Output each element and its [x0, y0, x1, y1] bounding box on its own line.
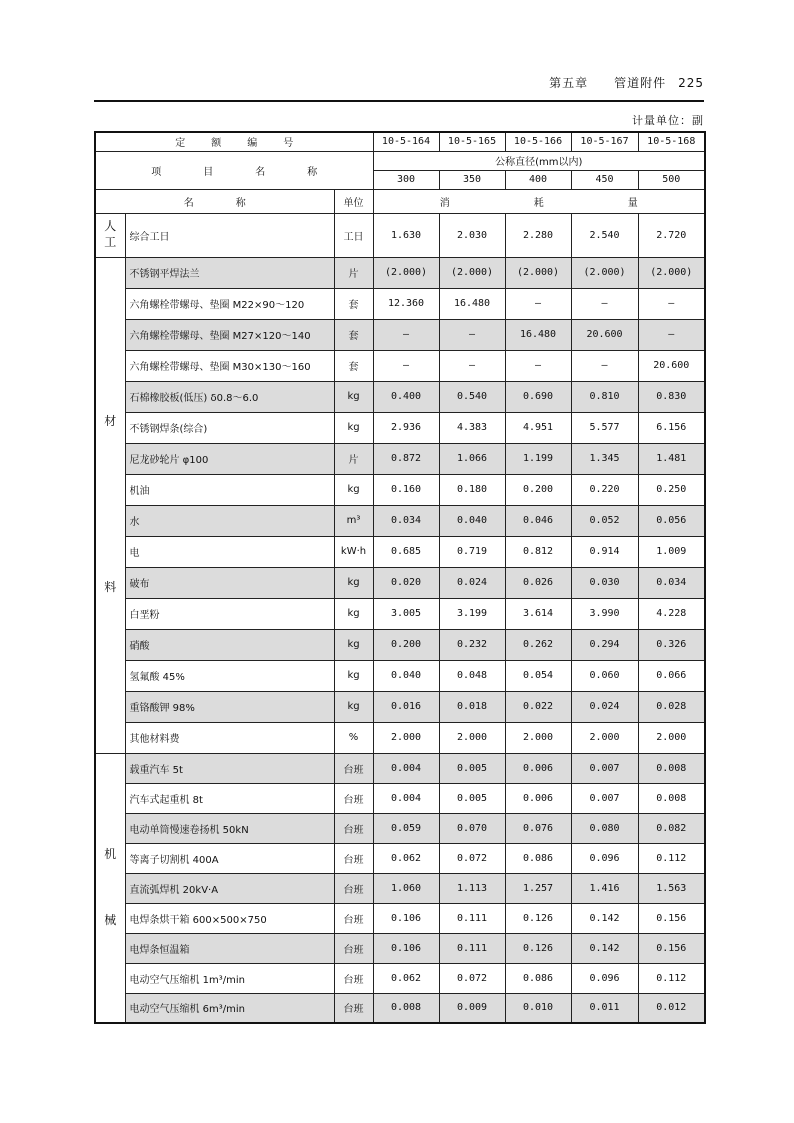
quantity-value: 2.000	[638, 722, 705, 753]
quantity-value: —	[373, 350, 439, 381]
quantity-value: 0.060	[571, 660, 638, 691]
item-name: 机油	[125, 474, 334, 505]
table-row	[95, 443, 705, 474]
item-name: 其他材料费	[125, 722, 334, 753]
quantity-value: 0.142	[571, 903, 638, 933]
quantity-value: 0.690	[505, 381, 571, 412]
quantity-value: 0.076	[505, 813, 571, 843]
item-name: 六角螺栓带螺母、垫圈 M30×130～160	[125, 350, 334, 381]
quantity-value: 0.326	[638, 629, 705, 660]
quantity-value: 0.046	[505, 505, 571, 536]
quota-number-row	[95, 132, 705, 151]
quota-number: 10-5-167	[571, 132, 638, 151]
quantity-value: 0.812	[505, 536, 571, 567]
quantity-value: 0.106	[373, 903, 439, 933]
quantity-value: 0.005	[439, 783, 505, 813]
quantity-value: 0.011	[571, 993, 638, 1023]
table-row	[95, 903, 705, 933]
item-name: 石棉橡胶板(低压) δ0.8～6.0	[125, 381, 334, 412]
quantity-value: 0.004	[373, 783, 439, 813]
quantity-value: 0.872	[373, 443, 439, 474]
item-unit: kg	[334, 629, 373, 660]
quantity-value: 3.614	[505, 598, 571, 629]
quantity-value: 2.000	[571, 722, 638, 753]
quantity-value: 0.719	[439, 536, 505, 567]
item-name: 白垩粉	[125, 598, 334, 629]
quota-table	[94, 131, 706, 1024]
quantity-value: 0.024	[439, 567, 505, 598]
quantity-value: 0.220	[571, 474, 638, 505]
name-column-header: 名 称	[95, 189, 334, 213]
quantity-value: 4.228	[638, 598, 705, 629]
item-name: 等离子切割机 400A	[125, 843, 334, 873]
quantity-value: —	[439, 350, 505, 381]
diameter-value: 300	[373, 170, 439, 189]
quantity-value: 0.009	[439, 993, 505, 1023]
table-row	[95, 813, 705, 843]
column-header-row	[95, 189, 705, 213]
quantity-value: 0.126	[505, 933, 571, 963]
quantity-value: 0.072	[439, 963, 505, 993]
quantity-value: 0.072	[439, 843, 505, 873]
table-row	[95, 660, 705, 691]
quantity-value: 0.112	[638, 843, 705, 873]
consumption-header: 消 耗 量	[373, 189, 705, 213]
quantity-value: 0.008	[638, 783, 705, 813]
item-name: 载重汽车 5t	[125, 753, 334, 783]
chapter-label: 第五章	[549, 76, 589, 90]
quantity-value: 0.830	[638, 381, 705, 412]
quantity-value: —	[439, 319, 505, 350]
quantity-value: 12.360	[373, 288, 439, 319]
quantity-value: 0.111	[439, 903, 505, 933]
quantity-value: 0.262	[505, 629, 571, 660]
quantity-value: 0.048	[439, 660, 505, 691]
quantity-value: 0.066	[638, 660, 705, 691]
quantity-value: 0.026	[505, 567, 571, 598]
quantity-value: 0.111	[439, 933, 505, 963]
item-unit: kW·h	[334, 536, 373, 567]
table-row	[95, 412, 705, 443]
quantity-value: (2.000)	[439, 257, 505, 288]
quantity-value: 16.480	[505, 319, 571, 350]
table-row	[95, 567, 705, 598]
table-row	[95, 536, 705, 567]
quantity-value: 0.400	[373, 381, 439, 412]
table-row	[95, 722, 705, 753]
quantity-value: 0.007	[571, 753, 638, 783]
category-labor: 人 工	[95, 213, 125, 257]
item-unit: 片	[334, 257, 373, 288]
quantity-value: 2.030	[439, 213, 505, 257]
quota-number-label: 定 额 编 号	[95, 132, 373, 151]
quantity-value: 0.059	[373, 813, 439, 843]
item-name-label: 项 目 名 称	[95, 151, 373, 189]
quantity-value: 0.096	[571, 843, 638, 873]
quantity-value: 0.010	[505, 993, 571, 1023]
quantity-value: 0.156	[638, 903, 705, 933]
quantity-value: 0.096	[571, 963, 638, 993]
quantity-value: 0.008	[638, 753, 705, 783]
quantity-value: 1.481	[638, 443, 705, 474]
quantity-value: 0.294	[571, 629, 638, 660]
quantity-value: 3.990	[571, 598, 638, 629]
page-header	[94, 74, 704, 96]
unit-column-header: 单位	[334, 189, 373, 213]
quantity-value: —	[638, 288, 705, 319]
table-row	[95, 993, 705, 1023]
quantity-value: 0.054	[505, 660, 571, 691]
item-name: 不锈钢焊条(综合)	[125, 412, 334, 443]
quantity-value: 0.020	[373, 567, 439, 598]
quantity-value: 0.040	[439, 505, 505, 536]
item-unit: kg	[334, 381, 373, 412]
item-name: 破布	[125, 567, 334, 598]
quantity-value: 0.180	[439, 474, 505, 505]
item-name: 电动空气压缩机 1m³/min	[125, 963, 334, 993]
quantity-value: 2.540	[571, 213, 638, 257]
quantity-value: 2.936	[373, 412, 439, 443]
quantity-value: 0.106	[373, 933, 439, 963]
item-unit: 台班	[334, 813, 373, 843]
quantity-value: 4.951	[505, 412, 571, 443]
category-machine: 机 械	[95, 753, 125, 1023]
quantity-value: —	[571, 288, 638, 319]
quantity-value: 1.066	[439, 443, 505, 474]
quantity-value: 1.060	[373, 873, 439, 903]
quantity-value: 16.480	[439, 288, 505, 319]
quantity-value: 0.052	[571, 505, 638, 536]
quantity-value: (2.000)	[638, 257, 705, 288]
item-unit: 台班	[334, 993, 373, 1023]
table-row	[95, 474, 705, 505]
item-unit: 台班	[334, 963, 373, 993]
quantity-value: 0.018	[439, 691, 505, 722]
item-unit: 台班	[334, 933, 373, 963]
quantity-value: 0.034	[373, 505, 439, 536]
quantity-value: 2.280	[505, 213, 571, 257]
table-row	[95, 319, 705, 350]
section-label: 管道附件	[614, 76, 667, 90]
item-unit: %	[334, 722, 373, 753]
quantity-value: 0.062	[373, 843, 439, 873]
table-row	[95, 257, 705, 288]
quantity-value: —	[373, 319, 439, 350]
table-row	[95, 213, 705, 257]
item-name: 不锈钢平焊法兰	[125, 257, 334, 288]
quantity-value: 0.142	[571, 933, 638, 963]
quantity-value: 0.016	[373, 691, 439, 722]
quantity-value: 0.160	[373, 474, 439, 505]
quantity-value: 20.600	[638, 350, 705, 381]
quantity-value: 0.232	[439, 629, 505, 660]
quantity-value: 0.086	[505, 843, 571, 873]
quantity-value: 0.007	[571, 783, 638, 813]
item-name: 六角螺栓带螺母、垫圈 M22×90～120	[125, 288, 334, 319]
item-name: 六角螺栓带螺母、垫圈 M27×120～140	[125, 319, 334, 350]
quantity-value: 0.022	[505, 691, 571, 722]
quantity-value: —	[638, 319, 705, 350]
quantity-value: 1.199	[505, 443, 571, 474]
quantity-value: 0.030	[571, 567, 638, 598]
table-row	[95, 753, 705, 783]
item-name: 汽车式起重机 8t	[125, 783, 334, 813]
quantity-value: —	[505, 288, 571, 319]
quantity-value: 0.062	[373, 963, 439, 993]
item-unit: 台班	[334, 873, 373, 903]
quantity-value: 0.156	[638, 933, 705, 963]
quantity-value: 0.082	[638, 813, 705, 843]
quantity-value: 0.034	[638, 567, 705, 598]
item-name: 电动空气压缩机 6m³/min	[125, 993, 334, 1023]
quantity-value: 0.250	[638, 474, 705, 505]
quantity-value: —	[571, 350, 638, 381]
quantity-value: 6.156	[638, 412, 705, 443]
page-number: 225	[678, 76, 704, 90]
item-unit: 套	[334, 319, 373, 350]
quantity-value: (2.000)	[571, 257, 638, 288]
quantity-value: 1.563	[638, 873, 705, 903]
diameter-value: 450	[571, 170, 638, 189]
table-row	[95, 843, 705, 873]
quantity-value: —	[505, 350, 571, 381]
quantity-value: 0.040	[373, 660, 439, 691]
table-row	[95, 629, 705, 660]
item-unit: 片	[334, 443, 373, 474]
table-row	[95, 963, 705, 993]
quantity-value: 3.005	[373, 598, 439, 629]
quantity-value: 2.720	[638, 213, 705, 257]
quantity-value: 3.199	[439, 598, 505, 629]
unit-note: 计量单位：副	[632, 114, 704, 127]
quantity-value: 0.200	[373, 629, 439, 660]
item-name: 电焊条烘干箱 600×500×750	[125, 903, 334, 933]
diameter-value: 400	[505, 170, 571, 189]
nominal-diameter-label: 公称直径(mm以内)	[373, 151, 705, 170]
quantity-value: 0.028	[638, 691, 705, 722]
item-unit: kg	[334, 567, 373, 598]
diameter-value: 350	[439, 170, 505, 189]
table-row	[95, 350, 705, 381]
quantity-value: 0.012	[638, 993, 705, 1023]
quantity-value: 1.113	[439, 873, 505, 903]
quantity-value: 1.257	[505, 873, 571, 903]
table-row	[95, 873, 705, 903]
item-name: 电	[125, 536, 334, 567]
quantity-value: 4.383	[439, 412, 505, 443]
quantity-value: 0.056	[638, 505, 705, 536]
table-row	[95, 933, 705, 963]
item-name: 重铬酸钾 98%	[125, 691, 334, 722]
quantity-value: 0.008	[373, 993, 439, 1023]
item-name: 综合工日	[125, 213, 334, 257]
item-unit: 台班	[334, 783, 373, 813]
quantity-value: 2.000	[505, 722, 571, 753]
quantity-value: (2.000)	[505, 257, 571, 288]
table-row	[95, 598, 705, 629]
quota-number: 10-5-164	[373, 132, 439, 151]
item-unit: kg	[334, 474, 373, 505]
quantity-value: 2.000	[373, 722, 439, 753]
item-unit: kg	[334, 660, 373, 691]
item-unit: kg	[334, 598, 373, 629]
quantity-value: 0.024	[571, 691, 638, 722]
quantity-value: 0.914	[571, 536, 638, 567]
item-name-row	[95, 151, 705, 170]
item-unit: kg	[334, 412, 373, 443]
item-name: 电动单筒慢速卷扬机 50kN	[125, 813, 334, 843]
item-unit: kg	[334, 691, 373, 722]
table-row	[95, 505, 705, 536]
quantity-value: 1.009	[638, 536, 705, 567]
item-unit: 台班	[334, 753, 373, 783]
item-unit: 套	[334, 350, 373, 381]
quantity-value: 0.112	[638, 963, 705, 993]
table-row	[95, 783, 705, 813]
table-row	[95, 691, 705, 722]
quantity-value: 0.006	[505, 753, 571, 783]
quantity-value: 0.540	[439, 381, 505, 412]
quota-number: 10-5-165	[439, 132, 505, 151]
item-name: 水	[125, 505, 334, 536]
table-row	[95, 381, 705, 412]
item-unit: 套	[334, 288, 373, 319]
quantity-value: 1.345	[571, 443, 638, 474]
quantity-value: 0.126	[505, 903, 571, 933]
quantity-value: 5.577	[571, 412, 638, 443]
quantity-value: 0.006	[505, 783, 571, 813]
quantity-value: 0.004	[373, 753, 439, 783]
quantity-value: 20.600	[571, 319, 638, 350]
quota-number: 10-5-168	[638, 132, 705, 151]
category-material: 材 料	[95, 257, 125, 753]
item-name: 电焊条恒温箱	[125, 933, 334, 963]
quantity-value: 0.685	[373, 536, 439, 567]
item-name: 直流弧焊机 20kV·A	[125, 873, 334, 903]
quantity-value: 0.070	[439, 813, 505, 843]
item-unit: m³	[334, 505, 373, 536]
quantity-value: 0.810	[571, 381, 638, 412]
item-name: 氢氟酸 45%	[125, 660, 334, 691]
quantity-value: 0.080	[571, 813, 638, 843]
diameter-value: 500	[638, 170, 705, 189]
item-unit: 工日	[334, 213, 373, 257]
item-name: 尼龙砂轮片 φ100	[125, 443, 334, 474]
item-unit: 台班	[334, 843, 373, 873]
quantity-value: 1.416	[571, 873, 638, 903]
quantity-value: 0.005	[439, 753, 505, 783]
quantity-value: 0.086	[505, 963, 571, 993]
item-unit: 台班	[334, 903, 373, 933]
quantity-value: (2.000)	[373, 257, 439, 288]
quantity-value: 2.000	[439, 722, 505, 753]
quantity-value: 1.630	[373, 213, 439, 257]
table-row	[95, 288, 705, 319]
item-name: 硝酸	[125, 629, 334, 660]
quantity-value: 0.200	[505, 474, 571, 505]
header-rule	[94, 100, 704, 102]
quota-number: 10-5-166	[505, 132, 571, 151]
